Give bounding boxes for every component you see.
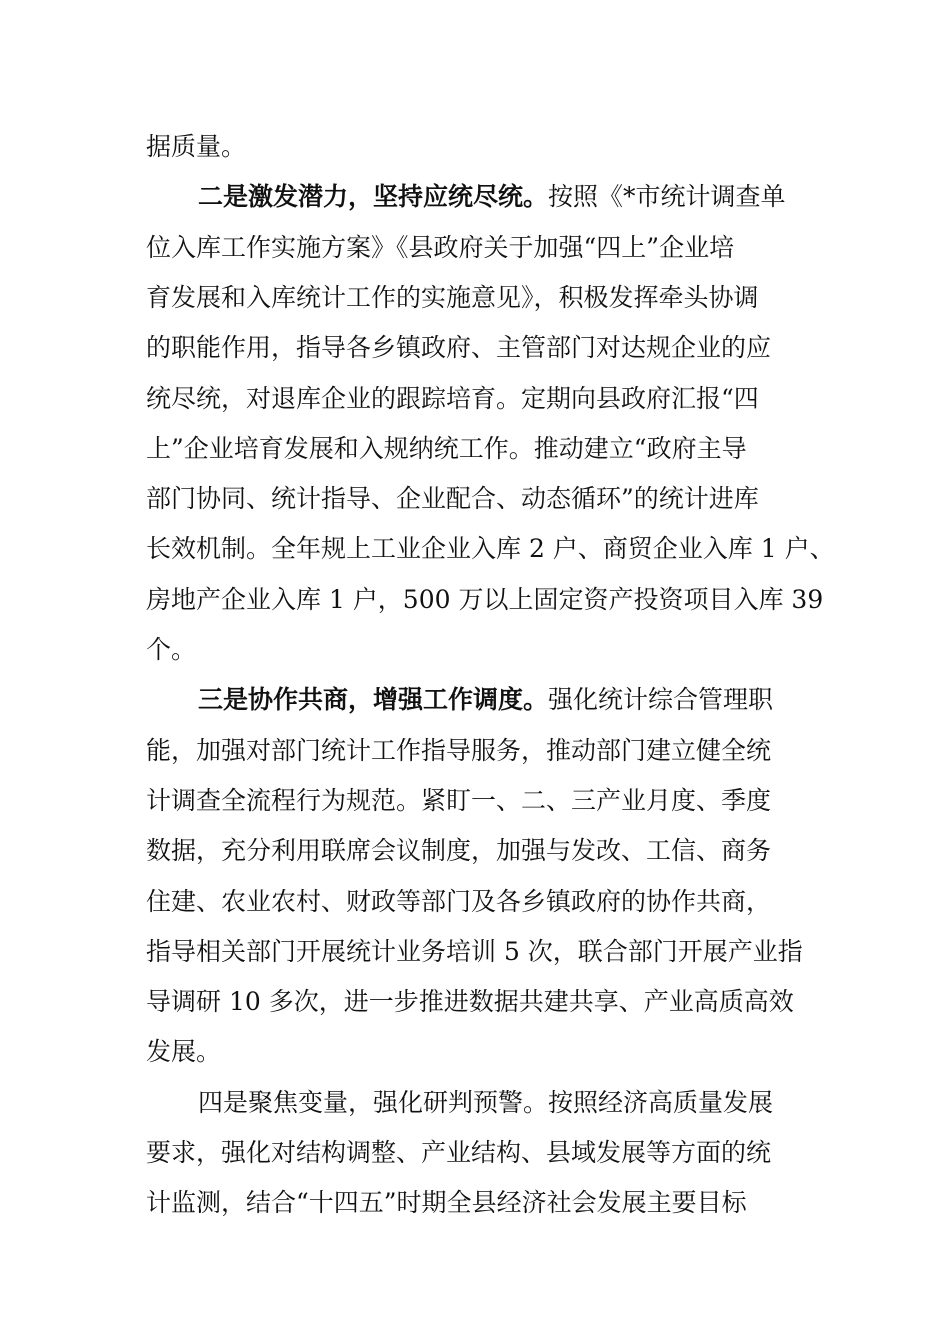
text-line bbox=[146, 776, 771, 826]
text-segment: 育发展和入库统计工作的实施意见》，积极发挥牵头协调 bbox=[146, 282, 759, 312]
text-line bbox=[146, 826, 771, 876]
text-line bbox=[198, 675, 773, 725]
text-segment: 计监测，结合“十四五”时期全县经济社会发展主要目标 bbox=[146, 1188, 747, 1218]
text-line bbox=[146, 877, 771, 927]
text-segment: 据质量。 bbox=[146, 132, 247, 161]
text-line bbox=[198, 172, 786, 222]
text-segment: 能，加强对部门统计工作指导服务，推动部门建立健全统 bbox=[146, 735, 772, 765]
text-segment: 统尽统，对退库企业的跟踪培育。定期向县政府汇报“四 bbox=[146, 383, 759, 413]
text-segment: 位入库工作实施方案》《县政府关于加强“四上”企业培 bbox=[146, 232, 735, 262]
text-segment: 强化统计综合管理职 bbox=[548, 685, 774, 715]
text-segment: 要求，强化对结构调整、产业结构、县域发展等方面的统 bbox=[146, 1138, 772, 1167]
bold-heading-segment: 三是协作共商，增强工作调度。 bbox=[198, 685, 549, 715]
text-segment: 个。 bbox=[146, 635, 197, 664]
text-line bbox=[146, 474, 759, 524]
text-line bbox=[146, 223, 734, 273]
text-segment: 导调研 10 多次，进一步推进数据共建共享、产业高质高效 bbox=[146, 987, 794, 1017]
text-segment: 住建、农业农村、财政等部门及各乡镇政府的协作共商， bbox=[146, 886, 772, 916]
text-line bbox=[146, 524, 835, 574]
text-segment: 数据，充分利用联席会议制度，加强与发改、工信、商务 bbox=[146, 836, 772, 866]
text-line bbox=[198, 1078, 773, 1128]
text-segment: 长效机制。全年规上工业企业入库 2 户、商贸企业入库 1 户、 bbox=[146, 534, 835, 564]
bold-heading-segment: 二是激发潜力，坚持应统尽统。 bbox=[198, 182, 549, 212]
text-segment: 房地产企业入库 1 户，500 万以上固定资产投资项目入库 39 bbox=[146, 584, 824, 614]
text-segment: 计调查全流程行为规范。紧盯一、二、三产业月度、季度 bbox=[146, 785, 772, 815]
text-segment: 指导相关部门开展统计业务培训 5 次，联合部门开展产业指 bbox=[146, 936, 803, 966]
text-segment: 的职能作用，指导各乡镇政府、主管部门对达规企业的应 bbox=[146, 333, 772, 363]
text-line bbox=[146, 424, 747, 474]
text-segment: 发展。 bbox=[146, 1037, 222, 1067]
text-line bbox=[146, 977, 794, 1027]
text-segment: 四是聚焦变量，强化研判预警。按照经济高质量发展 bbox=[198, 1087, 774, 1117]
text-line bbox=[146, 323, 771, 373]
text-line bbox=[146, 273, 759, 323]
text-line bbox=[146, 726, 771, 776]
text-line bbox=[146, 374, 759, 424]
text-line bbox=[146, 1128, 771, 1178]
text-segment: 部门协同、统计指导、企业配合、动态循环”的统计进库 bbox=[146, 484, 759, 514]
text-segment: 按照《*市统计调查单 bbox=[548, 182, 786, 212]
text-line bbox=[146, 625, 196, 675]
text-line bbox=[146, 927, 803, 977]
text-line bbox=[146, 1178, 747, 1228]
text-line bbox=[146, 575, 823, 625]
text-line bbox=[146, 1027, 221, 1077]
text-line bbox=[146, 122, 246, 172]
text-segment: 上”企业培育发展和入规纳统工作。推动建立“政府主导 bbox=[146, 433, 747, 463]
